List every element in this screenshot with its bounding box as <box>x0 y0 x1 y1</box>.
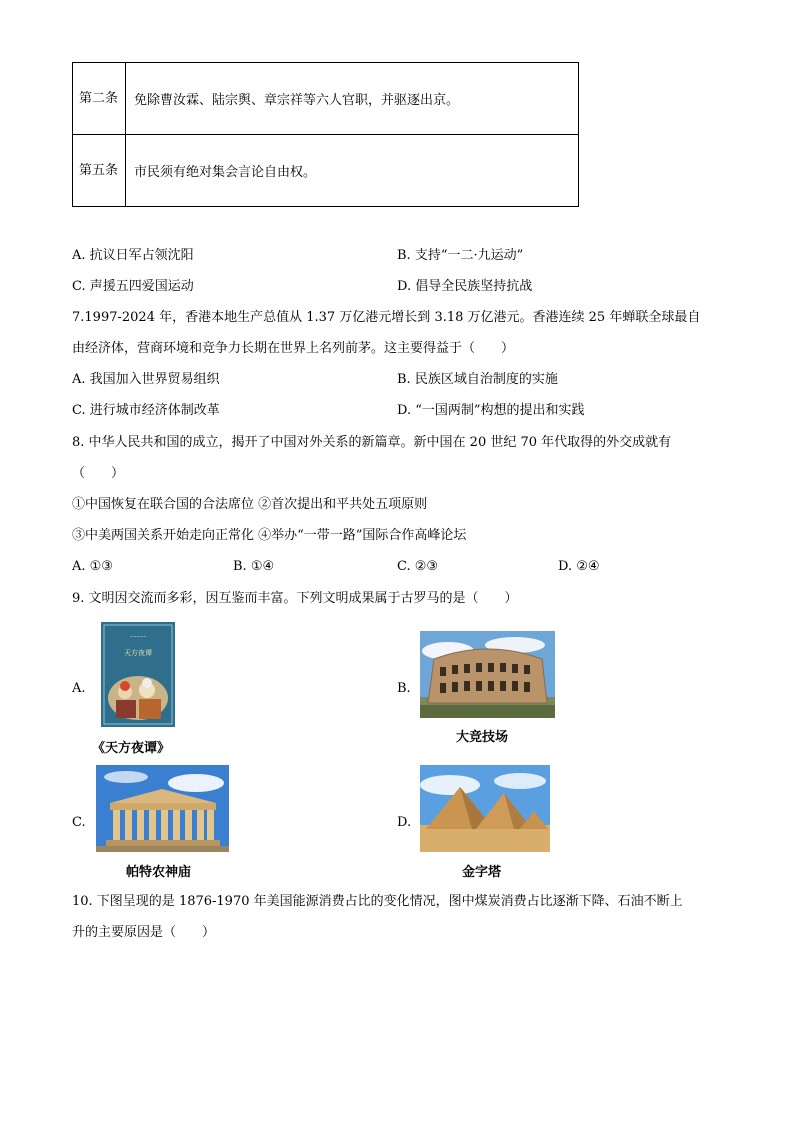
q9-caption-a: 《天方夜谭》 <box>92 741 171 756</box>
table-row <box>73 63 579 135</box>
arabian-nights-book-image <box>101 622 175 727</box>
q7-option-d: D. “一国两制”构想的提出和实践 <box>397 403 585 418</box>
q9-caption-b: 大竞技场 <box>456 730 509 745</box>
q9-option-b-label: B. <box>397 681 411 696</box>
q8-statements-1: ①中国恢复在联合国的合法席位 ②首次提出和平共处五项原则 <box>72 497 428 512</box>
q7-stem-line1: 7.1997-2024 年，香港本地生产总值从 1.37 万亿港元增长到 3.18 万亿港元。香港连续 25 年蝉联全球最自 <box>72 310 701 325</box>
svg-text:~~~~~: ~~~~~ <box>129 634 147 639</box>
article-key: 第五条 <box>73 135 126 207</box>
q8-statements-2: ③中美两国关系开始走向正常化 ④举办“一带一路”国际合作高峰论坛 <box>72 528 467 543</box>
q6-option-b: B. 支持“一二·九运动” <box>397 248 524 263</box>
pyramids-image <box>420 765 550 852</box>
q9-caption-c: 帕特农神庙 <box>126 865 192 880</box>
q10-stem-line2: 升的主要原因是（ ） <box>72 925 216 940</box>
q8-option-c: C. ②③ <box>397 559 439 574</box>
book-cover-title: 天方夜谭 <box>124 649 152 657</box>
q10-stem-line1: 10. 下图呈现的是 1876-1970 年美国能源消费占比的变化情况，图中煤炭消费占比逐渐下降、石油不断上 <box>72 894 683 909</box>
q6-option-c: C. 声援五四爱国运动 <box>72 279 194 294</box>
table-row <box>73 135 579 207</box>
q6-option-a: A. 抗议日军占领沈阳 <box>72 248 194 263</box>
q8-stem-line2: （ ） <box>72 466 125 481</box>
q7-option-a: A. 我国加入世界贸易组织 <box>72 372 220 387</box>
q7-stem-line2: 由经济体，营商环境和竞争力长期在世界上名列前茅。这主要得益于（ ） <box>72 341 515 356</box>
q8-option-b: B. ①④ <box>233 559 275 574</box>
q7-option-c: C. 进行城市经济体制改革 <box>72 403 220 418</box>
article-key: 第二条 <box>73 63 126 135</box>
article-value: 免除曹汝霖、陆宗舆、章宗祥等六人官职，并驱逐出京。 <box>126 63 579 135</box>
q6-option-d: D. 倡导全民族坚持抗战 <box>397 279 533 294</box>
articles-table <box>72 62 579 207</box>
q9-option-a-label: A. <box>72 681 86 696</box>
q9-option-c-label: C. <box>72 815 86 830</box>
q9-stem: 9. 文明因交流而多彩，因互鉴而丰富。下列文明成果属于古罗马的是（ ） <box>72 591 518 606</box>
colosseum-image <box>420 631 555 718</box>
parthenon-image <box>96 765 229 852</box>
q8-option-d: D. ②④ <box>558 559 600 574</box>
article-value: 市民须有绝对集会言论自由权。 <box>126 135 579 207</box>
q7-option-b: B. 民族区域自治制度的实施 <box>397 372 558 387</box>
q8-option-a: A. ①③ <box>72 559 113 574</box>
q9-caption-d: 金字塔 <box>462 865 502 880</box>
q8-stem-line1: 8. 中华人民共和国的成立，揭开了中国对外关系的新篇章。新中国在 20 世纪 70 年代取得的外交成就有 <box>72 435 672 450</box>
q9-option-d-label: D. <box>397 815 412 830</box>
